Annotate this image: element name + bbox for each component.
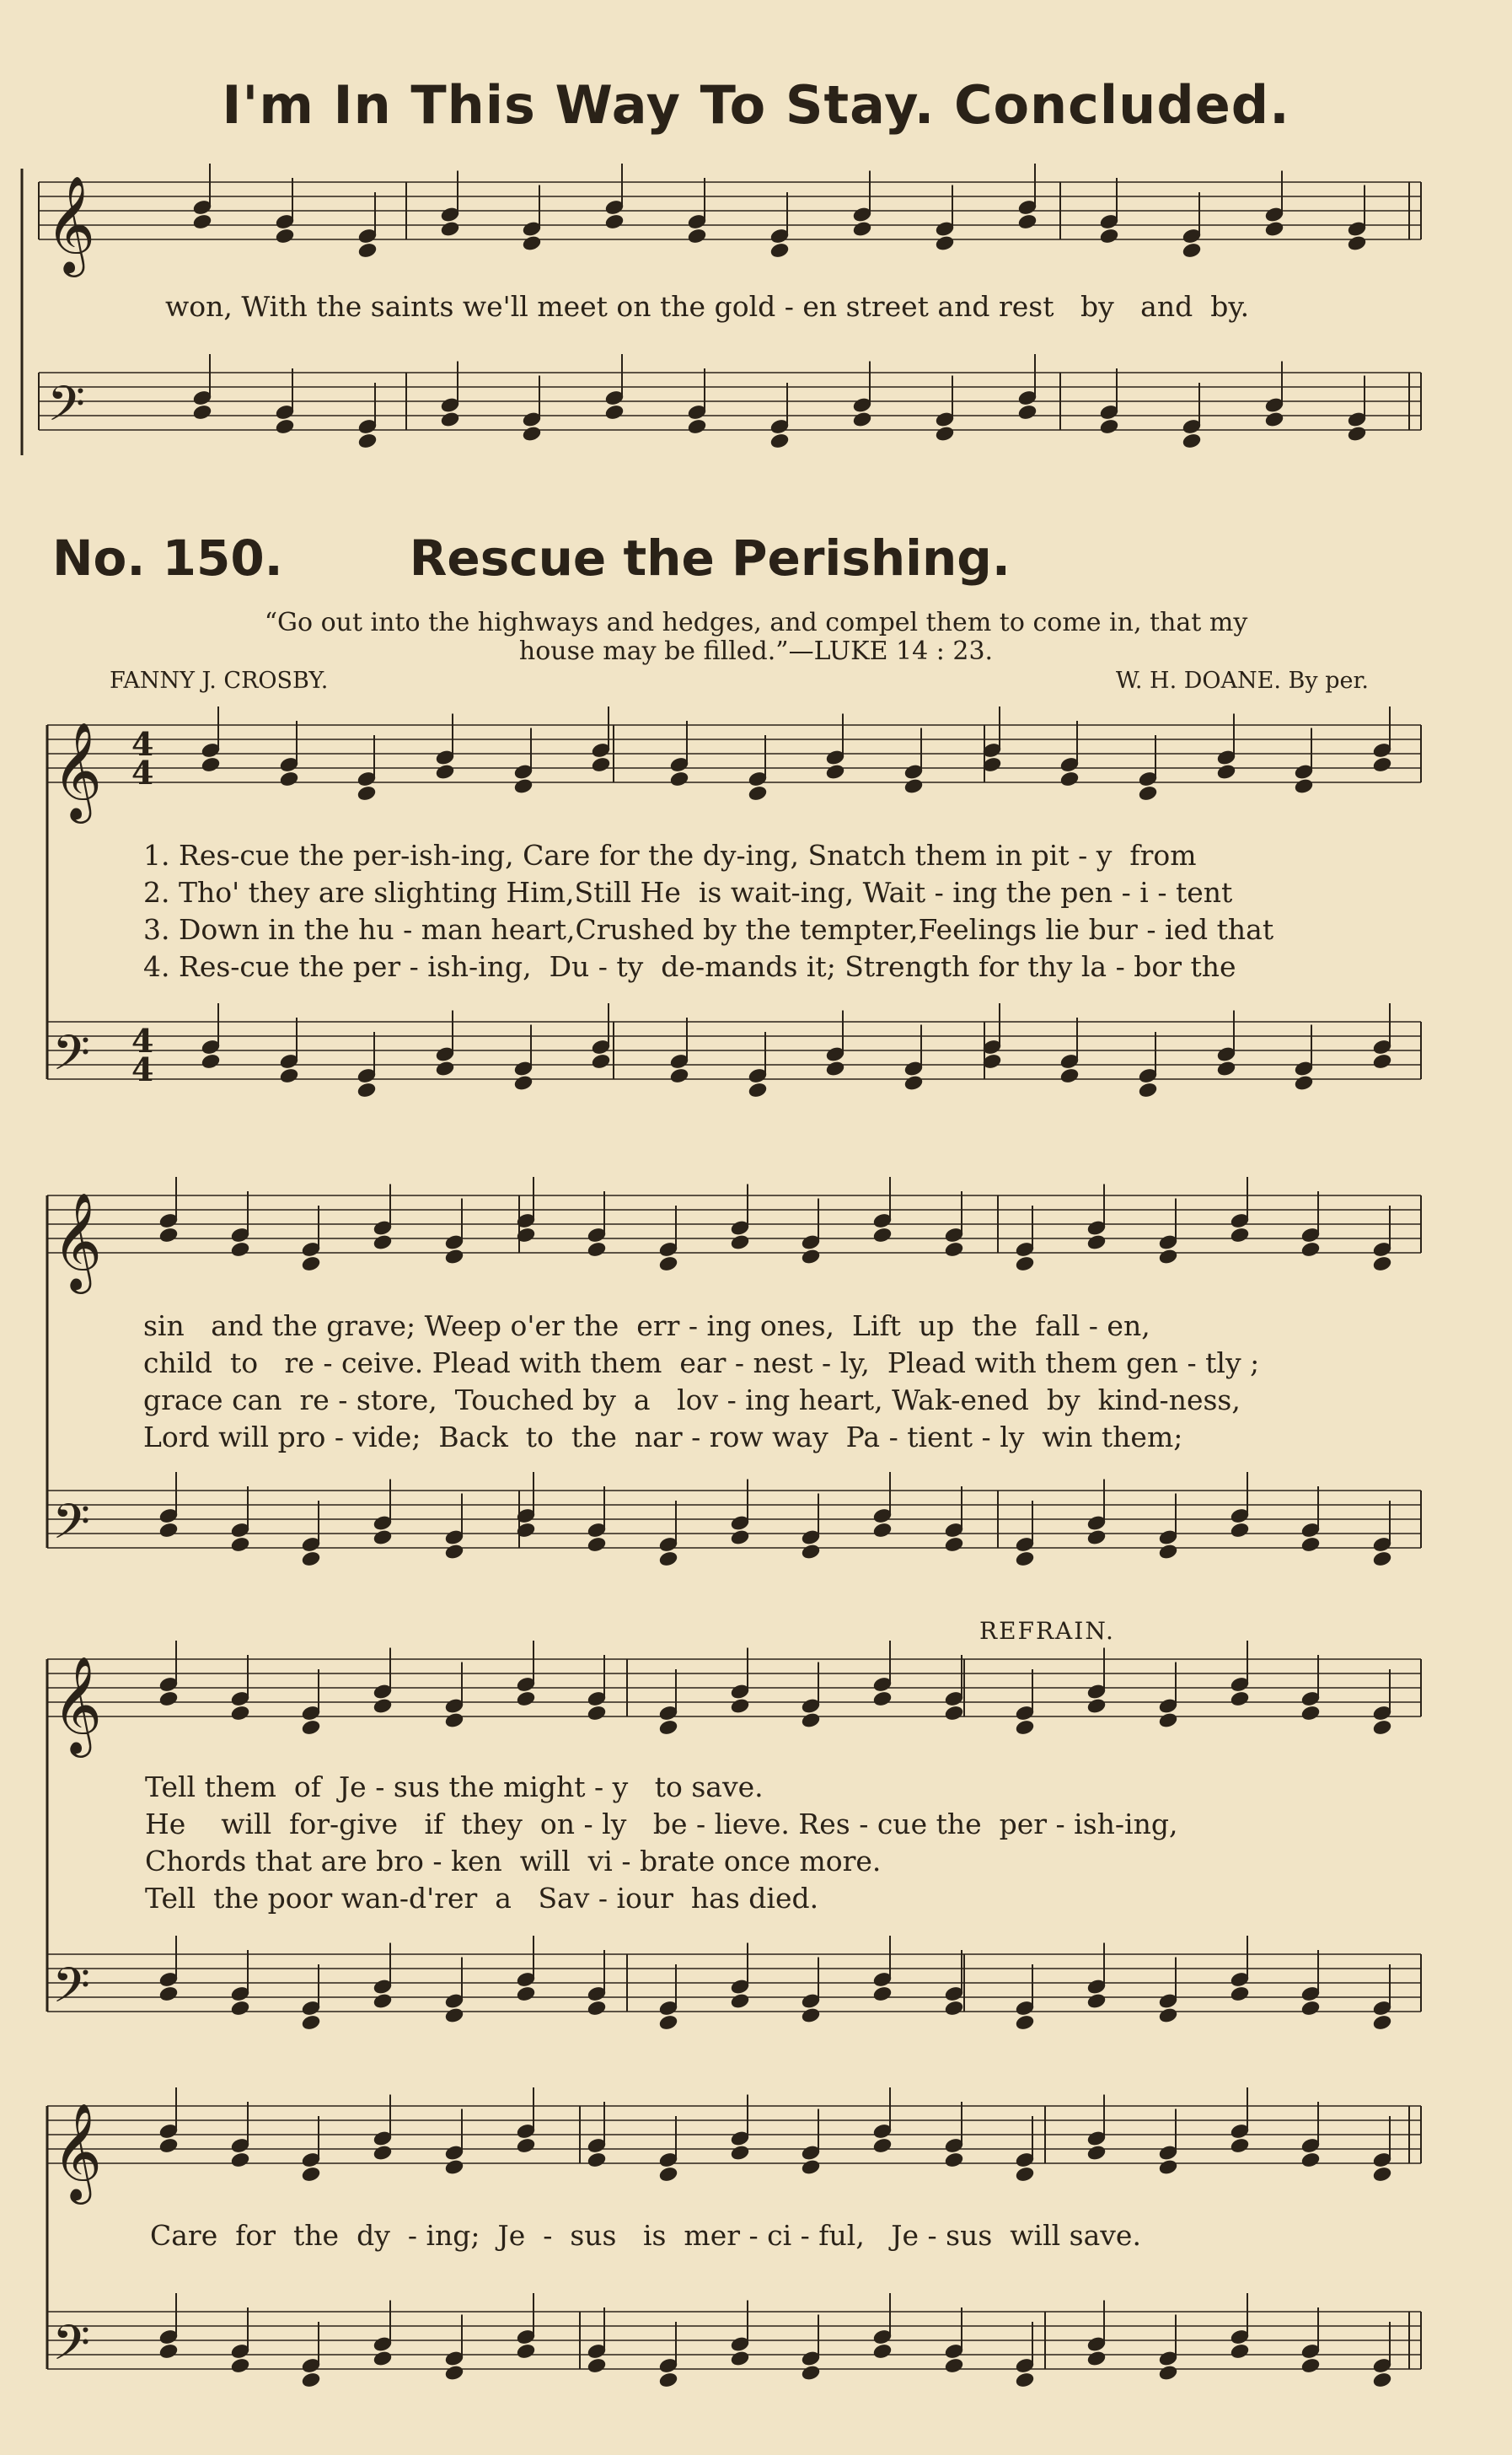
note-head bbox=[444, 1712, 464, 1729]
verse-line: grace can re - store, Touched by a lov - ing heart, Wak-ened by kind-ness, bbox=[143, 1383, 1241, 1416]
note-head bbox=[825, 1061, 845, 1077]
note-head bbox=[944, 2151, 964, 2168]
hymn-heading bbox=[52, 529, 1011, 587]
author-credit: FANNY J. CROSBY. bbox=[110, 668, 329, 694]
note-head bbox=[1372, 756, 1392, 773]
note-head bbox=[1086, 2145, 1107, 2162]
note-head bbox=[522, 235, 542, 252]
note-head bbox=[279, 1067, 299, 1084]
treble-clef-icon: 𝄞 bbox=[52, 1655, 103, 1754]
verse-line: 4. Res-cue the per - ish-ing, Du - ty de-mands it; Strength for thy la - bor the bbox=[143, 950, 1236, 983]
note-head bbox=[852, 221, 872, 238]
verse-line: Tell the poor wan-d'rer a Sav - iour has died. bbox=[145, 1882, 819, 1915]
note-head bbox=[587, 2000, 607, 2017]
note-head bbox=[604, 404, 625, 421]
note-head bbox=[279, 771, 299, 787]
note-head bbox=[516, 2343, 536, 2360]
note-head bbox=[230, 1536, 250, 1553]
note-head bbox=[1372, 2014, 1392, 2031]
note-head bbox=[373, 2145, 393, 2162]
note-head bbox=[944, 1241, 964, 1258]
note-head bbox=[230, 2000, 250, 2017]
note-head bbox=[1230, 2137, 1250, 2154]
note-head bbox=[801, 2007, 821, 2024]
note-head bbox=[230, 1241, 250, 1258]
bass-clef-icon: 𝄢 bbox=[52, 1957, 91, 2026]
note-head bbox=[587, 1705, 607, 1722]
note-head bbox=[275, 228, 295, 244]
note-head bbox=[935, 235, 955, 252]
note-head bbox=[1099, 228, 1119, 244]
note-head bbox=[1372, 2372, 1392, 2388]
note-head bbox=[801, 2159, 821, 2176]
note-head bbox=[1230, 2343, 1250, 2360]
note-head bbox=[301, 1255, 321, 1272]
note-head bbox=[769, 242, 790, 259]
note-head bbox=[730, 1529, 750, 1546]
note-head bbox=[158, 2137, 179, 2154]
note-head bbox=[872, 2137, 893, 2154]
note-head bbox=[1086, 1698, 1107, 1715]
note-head bbox=[158, 1985, 179, 2002]
verse-line: child to re - ceive. Plead with them ear - nest - ly, Plead with them gen - tly ; bbox=[143, 1346, 1260, 1379]
bass-clef-icon: 𝄢 bbox=[52, 1024, 91, 1093]
note-head bbox=[1086, 1529, 1107, 1546]
note-head bbox=[301, 2014, 321, 2031]
note-head bbox=[730, 1698, 750, 1715]
note-head bbox=[373, 2350, 393, 2367]
time-signature: 4 bbox=[131, 1050, 154, 1088]
note-head bbox=[522, 426, 542, 443]
verse-line: sin and the grave; Weep o'er the err - ing ones, Lift up the fall - en, bbox=[143, 1309, 1150, 1342]
note-head bbox=[591, 756, 611, 773]
note-head bbox=[852, 411, 872, 428]
verse-line: 3. Down in the hu - man heart,Crushed by the tempter,Feelings lie bur - ied that bbox=[143, 913, 1274, 946]
note-head bbox=[158, 1227, 179, 1244]
note-head bbox=[373, 1234, 393, 1251]
note-head bbox=[1059, 771, 1080, 787]
continuation-title: I'm In This Way To Stay. Concluded. bbox=[222, 74, 1290, 136]
note-head bbox=[357, 432, 378, 449]
note-head bbox=[192, 404, 212, 421]
note-head bbox=[1372, 1550, 1392, 1567]
note-head bbox=[1158, 2007, 1178, 2024]
note-head bbox=[587, 2151, 607, 2168]
note-head bbox=[158, 2343, 179, 2360]
note-head bbox=[230, 2151, 250, 2168]
note-head bbox=[373, 1529, 393, 1546]
note-head bbox=[591, 1053, 611, 1070]
note-head bbox=[604, 213, 625, 230]
note-head bbox=[1372, 1053, 1392, 1070]
note-head bbox=[944, 1705, 964, 1722]
note-head bbox=[201, 1053, 221, 1070]
note-head bbox=[1086, 1234, 1107, 1251]
note-head bbox=[1230, 1985, 1250, 2002]
note-head bbox=[872, 1985, 893, 2002]
epigraph bbox=[0, 609, 1512, 666]
note-head bbox=[658, 1255, 678, 1272]
note-head bbox=[730, 2350, 750, 2367]
note-head bbox=[158, 1522, 179, 1539]
note-head bbox=[435, 764, 455, 781]
note-head bbox=[513, 778, 533, 795]
note-head bbox=[587, 2357, 607, 2374]
note-head bbox=[748, 1082, 768, 1099]
note-head bbox=[357, 785, 377, 802]
note-head bbox=[1182, 242, 1202, 259]
note-head bbox=[1017, 213, 1037, 230]
bass-clef-icon: 𝄢 bbox=[47, 375, 86, 444]
note-head bbox=[516, 1985, 536, 2002]
note-head bbox=[1372, 2166, 1392, 2183]
bass-clef-icon: 𝄢 bbox=[52, 1493, 91, 1562]
note-head bbox=[230, 2357, 250, 2374]
note-head bbox=[1015, 2014, 1035, 2031]
note-head bbox=[516, 1690, 536, 1707]
note-head bbox=[687, 228, 707, 244]
note-head bbox=[801, 1712, 821, 1729]
note-head bbox=[444, 2365, 464, 2382]
note-head bbox=[801, 1249, 821, 1265]
note-head bbox=[669, 1067, 689, 1084]
note-head bbox=[444, 1249, 464, 1265]
treble-clef-icon: 𝄞 bbox=[52, 2102, 103, 2200]
composer-credit: W. H. DOANE. By per. bbox=[1115, 668, 1369, 694]
treble-clef-icon: 𝄞 bbox=[52, 721, 103, 819]
note-head bbox=[748, 785, 768, 802]
note-head bbox=[192, 213, 212, 230]
note-head bbox=[1347, 426, 1367, 443]
note-head bbox=[944, 2357, 964, 2374]
note-head bbox=[1300, 2000, 1321, 2017]
note-head bbox=[1015, 2372, 1035, 2388]
note-head bbox=[730, 1993, 750, 2010]
note-head bbox=[1216, 1061, 1236, 1077]
note-head bbox=[201, 756, 221, 773]
note-head bbox=[1216, 764, 1236, 781]
note-head bbox=[1017, 404, 1037, 421]
note-head bbox=[1015, 1719, 1035, 1736]
note-head bbox=[1015, 1255, 1035, 1272]
note-head bbox=[1347, 235, 1367, 252]
continuation-lyric: won, With the saints we'll meet on the gold - en street and rest by and by. bbox=[165, 290, 1250, 323]
note-head bbox=[444, 2159, 464, 2176]
note-head bbox=[1158, 1712, 1178, 1729]
note-head bbox=[440, 221, 460, 238]
note-head bbox=[769, 432, 790, 449]
note-head bbox=[801, 2365, 821, 2382]
note-head bbox=[1294, 1075, 1314, 1092]
note-head bbox=[1086, 1993, 1107, 2010]
note-head bbox=[1015, 1550, 1035, 1567]
note-head bbox=[1099, 418, 1119, 435]
note-head bbox=[1372, 1255, 1392, 1272]
note-head bbox=[658, 2372, 678, 2388]
verse-line: 2. Tho' they are slighting Him,Still He is wait-ing, Wait - ing the pen - i - tent bbox=[143, 876, 1233, 909]
verse-line: 1. Res-cue the per-ish-ing, Care for the dy-ing, Snatch them in pit - y from bbox=[143, 839, 1197, 872]
note-head bbox=[1158, 1544, 1178, 1561]
note-head bbox=[1264, 411, 1284, 428]
hymn-number: No. 150. bbox=[52, 529, 283, 587]
refrain-label: REFRAIN. bbox=[979, 1617, 1115, 1645]
note-head bbox=[801, 1544, 821, 1561]
note-head bbox=[230, 1705, 250, 1722]
note-head bbox=[903, 778, 924, 795]
note-head bbox=[1086, 2350, 1107, 2367]
note-head bbox=[1158, 2365, 1178, 2382]
note-head bbox=[903, 1075, 924, 1092]
verse-line: Care for the dy - ing; Je - sus is mer - ci - ful, Je - sus will save. bbox=[150, 2219, 1141, 2252]
epigraph-line: “Go out into the highways and hedges, and compel them to come in, that my bbox=[264, 608, 1248, 637]
note-head bbox=[444, 2007, 464, 2024]
note-head bbox=[1372, 1719, 1392, 1736]
treble-clef-icon: 𝄞 bbox=[52, 1191, 103, 1290]
time-signature: 4 bbox=[131, 1022, 154, 1060]
note-head bbox=[587, 1536, 607, 1553]
verse-line: He will for-give if they on - ly be - lieve. Res - cue the per - ish-ing, bbox=[145, 1808, 1178, 1840]
verse-line: Lord will pro - vide; Back to the nar - row way Pa - tient - ly win them; bbox=[143, 1421, 1183, 1453]
note-head bbox=[1300, 2151, 1321, 2168]
note-head bbox=[1138, 1082, 1158, 1099]
note-head bbox=[513, 1075, 533, 1092]
note-head bbox=[301, 2166, 321, 2183]
note-head bbox=[1015, 2166, 1035, 2183]
note-head bbox=[658, 2166, 678, 2183]
note-head bbox=[516, 2137, 536, 2154]
note-head bbox=[435, 1061, 455, 1077]
note-head bbox=[1300, 1536, 1321, 1553]
note-head bbox=[872, 2343, 893, 2360]
note-head bbox=[1300, 1705, 1321, 1722]
note-head bbox=[301, 1719, 321, 1736]
note-head bbox=[1230, 1690, 1250, 1707]
verse-line: Chords that are bro - ken will vi - brate once more. bbox=[145, 1845, 882, 1878]
note-head bbox=[1294, 778, 1314, 795]
note-head bbox=[587, 1241, 607, 1258]
note-head bbox=[1230, 1227, 1250, 1244]
note-head bbox=[944, 2000, 964, 2017]
note-head bbox=[658, 2014, 678, 2031]
note-head bbox=[935, 426, 955, 443]
note-head bbox=[1158, 1249, 1178, 1265]
note-head bbox=[1264, 221, 1284, 238]
time-signature: 4 bbox=[131, 754, 154, 792]
note-head bbox=[1158, 2159, 1178, 2176]
note-head bbox=[872, 1522, 893, 1539]
note-head bbox=[1230, 1522, 1250, 1539]
treble-clef-icon: 𝄞 bbox=[46, 175, 96, 273]
bass-clef-icon: 𝄢 bbox=[52, 2314, 91, 2383]
note-head bbox=[1138, 785, 1158, 802]
note-head bbox=[373, 1698, 393, 1715]
note-head bbox=[1182, 432, 1202, 449]
note-head bbox=[872, 1227, 893, 1244]
note-head bbox=[669, 771, 689, 787]
note-head bbox=[944, 1536, 964, 1553]
note-head bbox=[444, 1544, 464, 1561]
note-head bbox=[373, 1993, 393, 2010]
note-head bbox=[1059, 1067, 1080, 1084]
hymn-title: Rescue the Perishing. bbox=[409, 529, 1011, 587]
note-head bbox=[301, 1550, 321, 1567]
note-head bbox=[158, 1690, 179, 1707]
note-head bbox=[275, 418, 295, 435]
note-head bbox=[1300, 2357, 1321, 2374]
note-head bbox=[357, 242, 378, 259]
note-head bbox=[301, 2372, 321, 2388]
credits bbox=[110, 668, 1369, 694]
note-head bbox=[357, 1082, 377, 1099]
epigraph-line: house may be filled.”—LUKE 14 : 23. bbox=[518, 637, 994, 666]
note-head bbox=[1300, 1241, 1321, 1258]
note-head bbox=[872, 1690, 893, 1707]
note-head bbox=[440, 411, 460, 428]
note-head bbox=[658, 1719, 678, 1736]
note-head bbox=[687, 418, 707, 435]
time-signature: 4 bbox=[131, 725, 154, 763]
note-head bbox=[730, 2145, 750, 2162]
note-head bbox=[825, 764, 845, 781]
verse-line: Tell them of Je - sus the might - y to save. bbox=[145, 1770, 764, 1803]
note-head bbox=[658, 1550, 678, 1567]
note-head bbox=[730, 1234, 750, 1251]
